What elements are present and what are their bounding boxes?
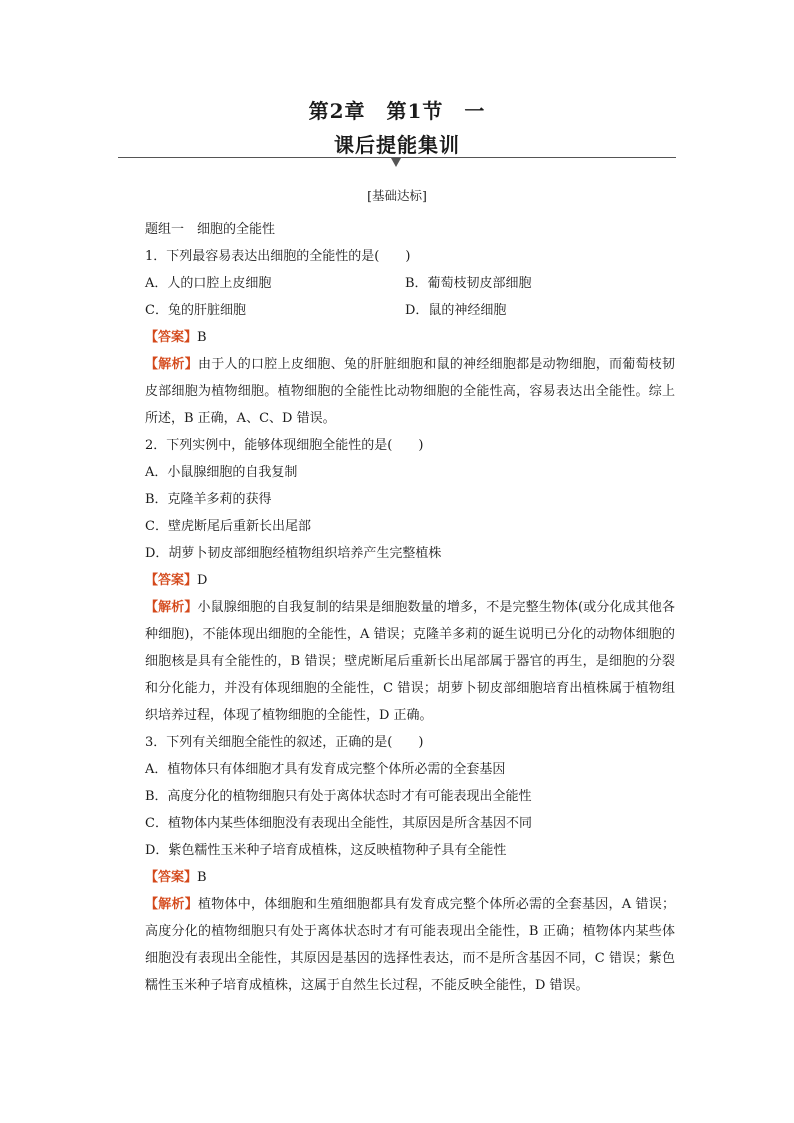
question-3-explanation — [145, 891, 675, 999]
explanation-tag: 【解析】 — [145, 897, 198, 912]
question-1-stem: 1．下列最容易表达出细胞的全能性的是( ) — [145, 249, 411, 264]
answer-tag: 【答案】 — [145, 573, 198, 588]
question-2-answer — [145, 567, 675, 594]
question-2-stem: 2．下列实例中，能够体现细胞全能性的是( ) — [145, 438, 424, 453]
question-1-explanation — [145, 351, 675, 432]
question-2-option-a: A．小鼠腺细胞的自我复制 — [145, 465, 298, 480]
question-3-stem: 3．下列有关细胞全能性的叙述，正确的是( ) — [145, 735, 424, 750]
question-1-options-row2 — [145, 297, 675, 324]
explanation-tag: 【解析】 — [145, 357, 199, 372]
question-1-options-row1 — [145, 270, 675, 297]
question-1-option-a: A．人的口腔上皮细胞 — [145, 276, 272, 291]
chapter-heading: 第2章 第1节 一 — [308, 99, 486, 123]
question-1-option-d: D．鼠的神经细胞 — [405, 303, 507, 318]
question-1-answer — [145, 324, 675, 351]
section-label: [基础达标] — [367, 188, 427, 203]
answer-tag: 【答案】 — [145, 330, 198, 345]
question-2-explanation — [145, 594, 675, 729]
question-1-option-b: B．葡萄枝韧皮部细胞 — [405, 276, 532, 291]
explanation-text: 由于人的口腔上皮细胞、兔的肝脏细胞和鼠的神经细胞都是动物细胞，而葡萄枝韧皮部细胞为植物细胞。植物细胞的全能性比动物细胞的全能性高，容易表达出全能性。综上所述，B 正确，A、C、D 错误。 — [145, 357, 675, 426]
explanation-text: 小鼠腺细胞的自我复制的结果是细胞数量的增多，不是完整生物体(或分化成其他各种细胞)，不能体现出细胞的全能性，A 错误；克隆羊多莉的诞生说明已分化的动物体细胞的细胞核是具有全能性的，B 错误；壁虎断尾后重新长出尾部属于器官的再生，是细胞的分裂和分化能力，并没有体现细胞的全能性，C 错误；胡萝卜韧皮部细胞培育出植株属于植物组织培养过程，体现了植物细胞的全能性，D 正确。 — [145, 600, 675, 723]
answer-value: D — [197, 573, 208, 588]
question-3-option-b: B．高度分化的植物细胞只有处于离体状态时才有可能表现出全能性 — [145, 789, 532, 804]
answer-value: B — [197, 870, 207, 885]
answer-value: B — [197, 330, 207, 345]
exercise-body — [145, 216, 675, 999]
question-2-option-b: B．克隆羊多莉的获得 — [145, 492, 272, 507]
question-3-answer — [145, 864, 675, 891]
explanation-text: 植物体中，体细胞和生殖细胞都具有发育成完整个体所必需的全套基因，A 错误；高度分化的植物细胞只有处于离体状态时才有可能表现出全能性，B 正确；植物体内某些体细胞没有表现出全能性，其原因是基因的选择性表达，而不是所含基因不同，C 错误；紫色糯性玉米种子培育成植株，这属于自然生长过程，不能反映全能性，D 错误。 — [145, 897, 675, 993]
group-heading: 题组一 细胞的全能性 — [145, 222, 276, 237]
question-3-option-d: D．紫色糯性玉米种子培育成植株，这反映植物种子具有全能性 — [145, 843, 507, 858]
divider-triangle-icon — [391, 158, 401, 167]
page-title: 课后提能集训 — [334, 133, 460, 157]
page-header — [0, 98, 794, 158]
question-2-option-c: C．壁虎断尾后重新长出尾部 — [145, 519, 311, 534]
question-3-option-c: C．植物体内某些体细胞没有表现出全能性，其原因是所含基因不同 — [145, 816, 532, 831]
question-2-option-d: D．胡萝卜韧皮部细胞经植物组织培养产生完整植株 — [145, 546, 442, 561]
question-1-option-c: C．兔的肝脏细胞 — [145, 303, 246, 318]
question-3-option-a: A．植物体只有体细胞才具有发育成完整个体所必需的全套基因 — [145, 762, 506, 777]
explanation-tag: 【解析】 — [145, 600, 198, 615]
answer-tag: 【答案】 — [145, 870, 198, 885]
